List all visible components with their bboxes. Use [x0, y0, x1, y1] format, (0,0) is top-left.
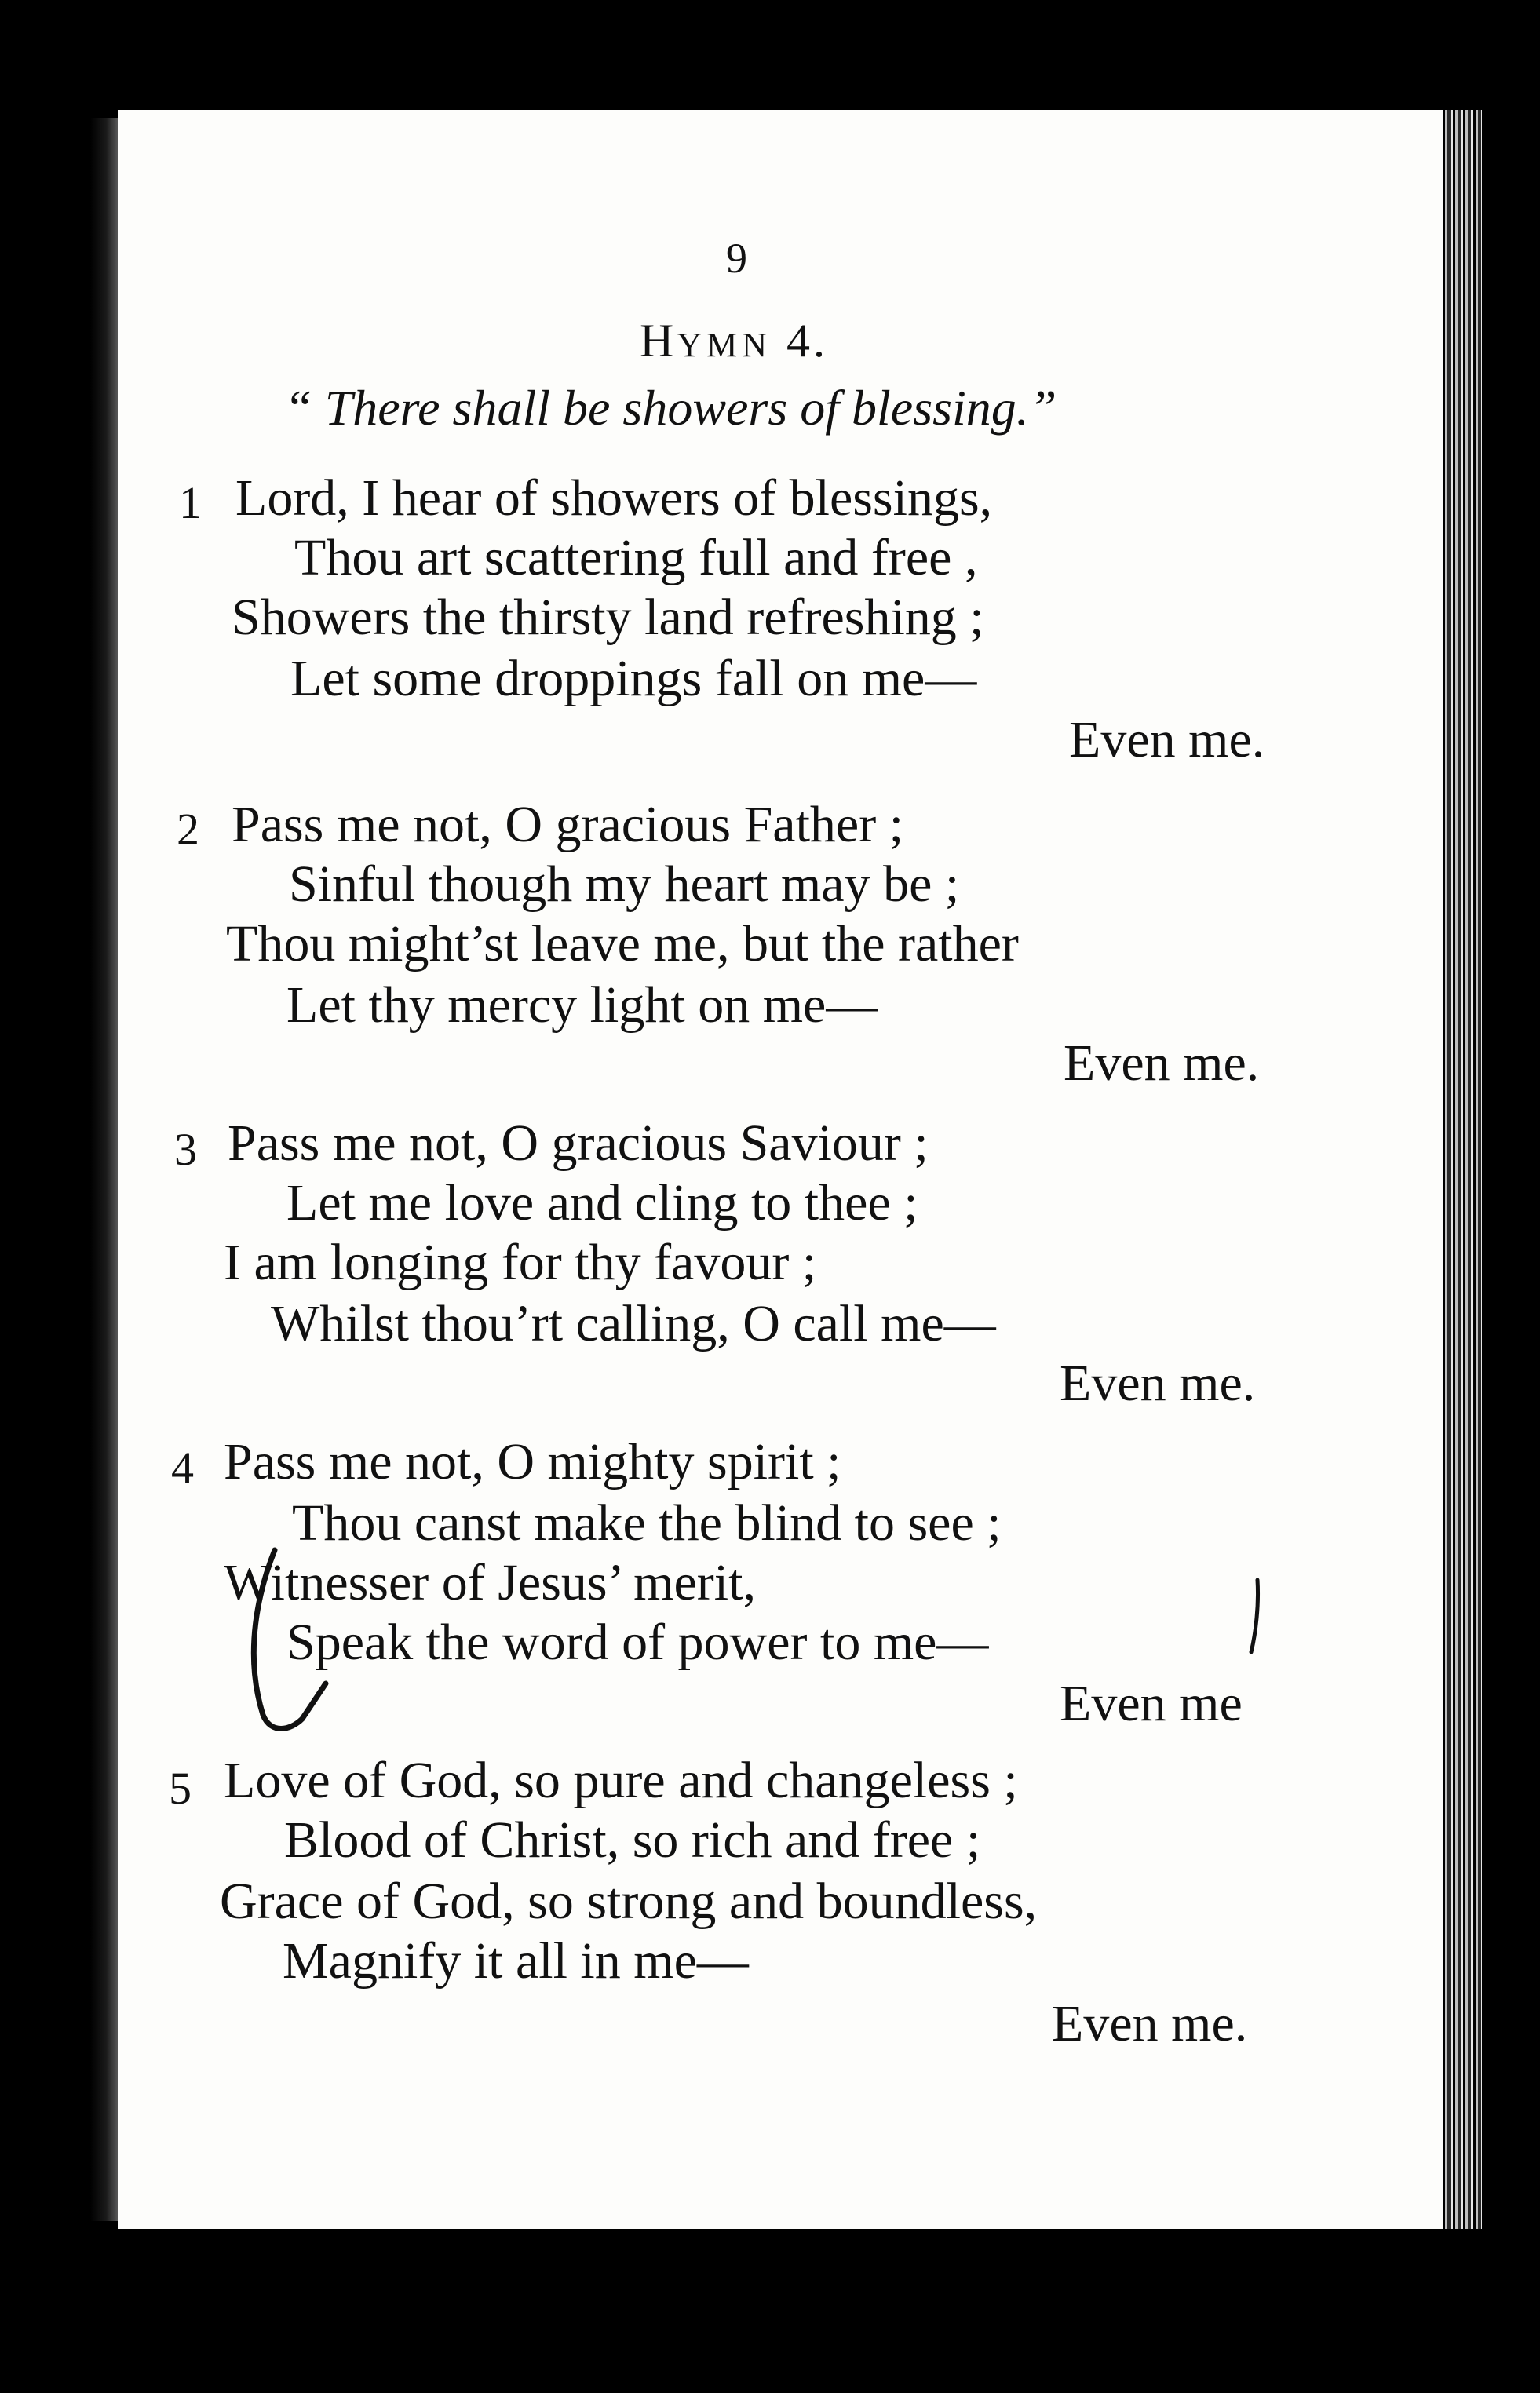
verse-number: 1 — [179, 477, 202, 528]
hymn-title-initial: H — [640, 315, 677, 367]
verse-line: Lord, I hear of showers of blessings, — [235, 469, 993, 527]
verse-line: Thou canst make the blind to see ; — [292, 1494, 1002, 1552]
verse-line: Speak the word of power to me— — [286, 1614, 989, 1671]
hymn-epigraph: “ There shall be showers of blessing.” — [284, 380, 1057, 436]
page-number: 9 — [726, 235, 747, 282]
verse-number: 3 — [174, 1124, 197, 1175]
handwritten-tick-mark — [1240, 1574, 1272, 1660]
verse-line: Whilst thou’rt calling, O call me— — [271, 1295, 996, 1352]
verse-line: Pass me not, O gracious Father ; — [232, 796, 904, 853]
verse-line: Grace of God, so strong and boundless, — [220, 1873, 1038, 1930]
verse-refrain: Even me. — [1060, 1355, 1256, 1412]
verse-line: Pass me not, O mighty spirit ; — [224, 1433, 841, 1490]
verse-number: 5 — [169, 1763, 192, 1814]
verse-line: Magnify it all in me— — [283, 1932, 749, 1990]
page-edges — [1443, 110, 1482, 2229]
verse-line: Pass me not, O gracious Saviour ; — [228, 1114, 929, 1172]
verse-line: Let some droppings fall on me— — [290, 650, 977, 707]
hymn-number: 4. — [786, 315, 829, 367]
hymn-title — [640, 315, 829, 367]
verse-line: Thou might’st leave me, but the rather — [226, 915, 1019, 972]
verse-refrain: Even me. — [1064, 1034, 1260, 1092]
verse-refrain: Even me — [1060, 1675, 1243, 1732]
hymn-title-rest: YMN — [677, 326, 772, 364]
verse-line: Let me love and cling to thee ; — [286, 1174, 918, 1231]
verse-number: 4 — [171, 1443, 194, 1494]
verse-line: Thou art scattering full and free , — [294, 529, 978, 586]
handwritten-pen-mark — [228, 1534, 369, 1746]
verse-refrain: Even me. — [1069, 711, 1265, 768]
verse-refrain: Even me. — [1052, 1995, 1248, 2052]
verse-line: Love of God, so pure and changeless ; — [224, 1752, 1018, 1809]
verse-line: Blood of Christ, so rich and free ; — [284, 1811, 981, 1869]
verse-line: Sinful though my heart may be ; — [289, 855, 960, 913]
verse-number: 2 — [177, 804, 199, 855]
verse-line: Let thy mercy light on me— — [286, 976, 878, 1034]
verse-line: I am longing for thy favour ; — [224, 1234, 817, 1291]
verse-line: Showers the thirsty land refreshing ; — [232, 589, 984, 646]
verse-line: Witnesser of Jesus’ merit, — [224, 1554, 756, 1611]
